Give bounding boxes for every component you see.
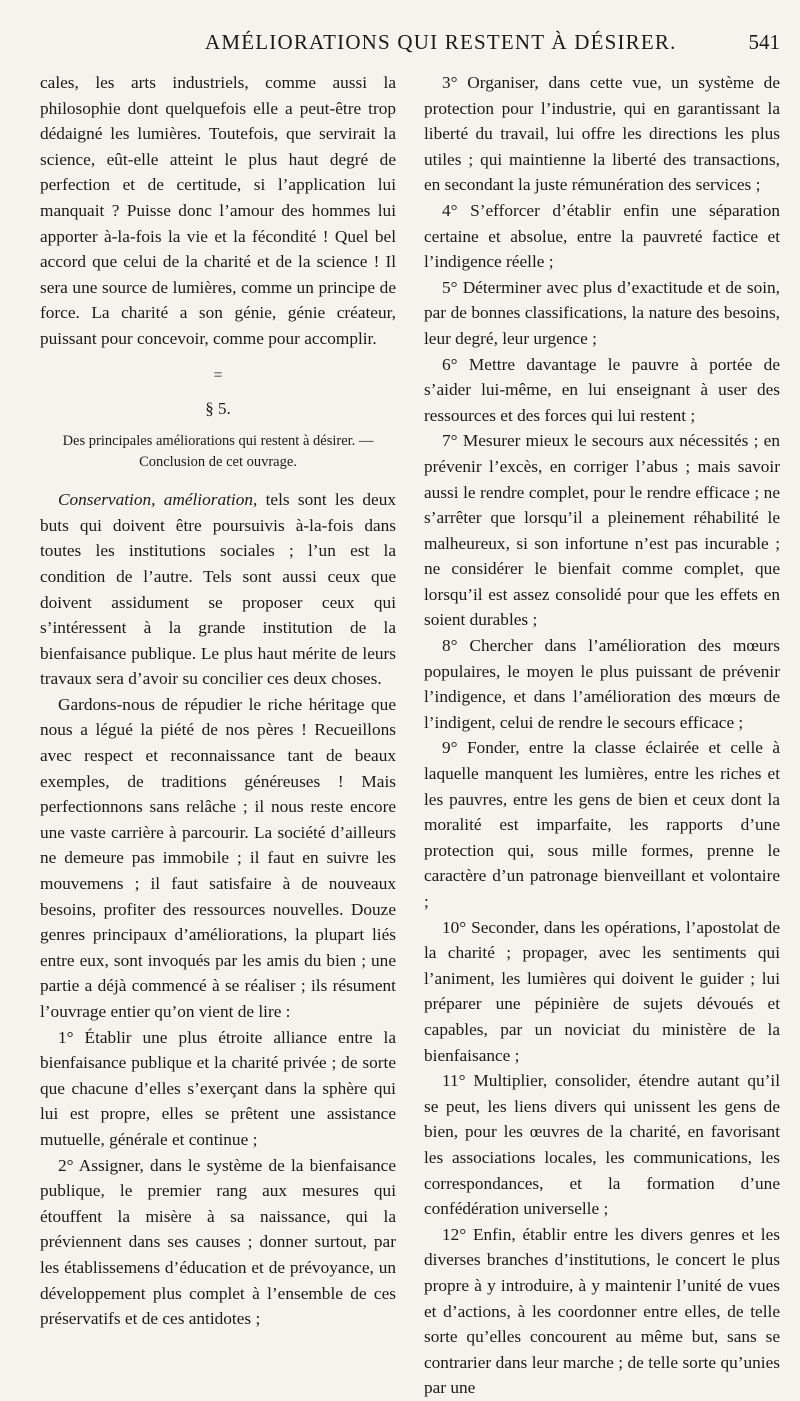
list-item-11: 11° Multiplier, consolider, étendre autant qu’il se peut, les liens divers qui unissent les gens de bien, pour les œuvres de la charité, en favorisant les associations locales, les communications, les correspondances, et la formation d’une confédération universelle ;: [424, 1071, 780, 1219]
section-subtitle: Des principales améliorations qui restent à désirer. — Conclusion de cet ouvrage.: [62, 433, 374, 471]
paragraph-conservation: [40, 487, 396, 692]
italic-lead: Conservation, amélioration,: [58, 490, 258, 510]
running-title: AMÉLIORATIONS QUI RESTENT À DÉSIRER.: [205, 30, 677, 54]
list-item-9: 9° Fonder, entre la classe éclairée et celle à laquelle manquent les lumières, entre les riches et les pauvres, entre les gens de bien et ceux dont la moralité est imparfaite, les rapports d’une protection qui, sous mille formes, prenne le caractère d’un patronage bienveillant et volontaire ;: [424, 738, 780, 911]
list-item-5: 5° Déterminer avec plus d’exactitude et de soin, par de bonnes classifications, la nature des besoins, leur degré, leur urgence ;: [424, 277, 780, 348]
list-item-10: 10° Seconder, dans les opérations, l’apostolat de la charité ; propager, avec les sentiments qui l’animent, les lumières qui doivent le guider ; lui préparer une pépinière de sujets dévoués et capables, par un noviciat du ministère de la bienfaisance ;: [424, 917, 780, 1065]
right-column: [424, 70, 780, 1401]
list-item-12: 12° Enfin, établir entre les divers genres et les diverses branches d’institutions, le concert le plus propre à y introduire, à y maintenir l’unité de vues et d’actions, à les coordonner entre elles, de telle sorte qu’elles concourent au même but, sans se contrarier dans leur marche ; de telle sorte qu’unies par une: [424, 1224, 780, 1398]
left-column: [40, 70, 396, 1332]
list-item-7: 7° Mesurer mieux le secours aux nécessités ; en prévenir l’excès, en corriger l’abus ; mais savoir aussi le rendre complet, pour le rendre efficace ; ne s’arrêter que lorsqu’il a pleinement réhabilité le malheureux, si son infortune n’est pas incurable ; ne considérer le bienfait comme complet, que lorsqu’il est assez consolidé pour que les effets en soient durables ;: [424, 431, 780, 630]
section-number: § 5.: [205, 398, 231, 418]
continued-paragraph: cales, les arts industriels, comme aussi la philosophie dont quelquefois elle a peut-être trop dédaigné les lumières. Toutefois, que servirait la science, eût-elle atteint le plus haut degré de perfection et de certitude, si l’application lui manquait ? Puisse donc l’amour des hommes lui apporter à-la-fois la vie et la fécondité ! Quel bel accord que celui de la charité et de la science ! Il sera une source de lumières, comme un principe de force. La charité a son génie, génie créateur, puissant pour concevoir, comme pour accomplir.: [40, 73, 396, 348]
page-number: 541: [748, 30, 780, 54]
list-item-8: 8° Chercher dans l’amélioration des mœurs populaires, le moyen le plus puissant de prévenir l’indigence, et dans l’amélioration des mœurs de l’indigent, celui de rendre le secours efficace ;: [424, 636, 780, 732]
list-item-1: 1° Établir une plus étroite alliance entre la bienfaisance publique et la charité privée ; de sorte que chacune d’elles s’exerçant dans la sphère qui lui est propre, elles se prêtent une assistance mutuelle, générale et continue ;: [40, 1027, 396, 1149]
paragraph-heritage: Gardons-nous de répudier le riche héritage que nous a légué la piété de nos pères ! Recueillons avec respect et reconnaissance tant de beaux exemples, de traditions généreuses ! Mais perfectionnons sans relâche ; il nous reste encore une vaste carrière à parcourir. La société d’ailleurs ne demeure pas immobile ; il faut en suivre les mouvemens ; il faut satisfaire à de nouveaux besoins, profiter des ressources nouvelles. Douze genres principaux d’améliorations, la plupart liés entre eux, sont invoqués par les amis du bien ; une partie a déjà commencé à se réaliser ; ils résument l’ouvrage entier qu’on vient de lire :: [40, 694, 396, 1021]
list-item-3: 3° Organiser, dans cette vue, un système de protection pour l’industrie, qui en garantissant la liberté du travail, lui offre les directions les plus utiles ; qui maintienne la liberté des transactions, en secondant la juste rémunération des services ;: [424, 73, 780, 195]
list-item-2: 2° Assigner, dans le système de la bienfaisance publique, le premier rang aux mesures qui étouffent la misère à sa naissance, qui la préviennent dans ses causes ; donner surtout, par les établissemens d’éducation et de prévoyance, un développement plus complet à l’ensemble de ces préservatifs et de ces antidotes ;: [40, 1155, 396, 1329]
section-separator: =: [213, 366, 223, 384]
page-header: [40, 22, 780, 58]
list-item-6: 6° Mettre davantage le pauvre à portée de s’aider lui-même, en lui enseignant à user des ressources et des forces qui lui restent ;: [424, 354, 780, 425]
paragraph-text: tels sont les deux buts qui doivent être poursuivis à-la-fois dans toutes les institutions sociales ; l’un est la condition de l’autre. Tels sont aussi ceux que doivent assidument se proposer ceux qui s’intéressent à la grande institution de la bienfaisance publique. Le plus haut mérite de leurs travaux sera d’avoir su concilier ces deux choses.: [40, 490, 396, 689]
list-item-4: 4° S’efforcer d’établir enfin une séparation certaine et absolue, entre la pauvreté factice et l’indigence réelle ;: [424, 200, 780, 272]
